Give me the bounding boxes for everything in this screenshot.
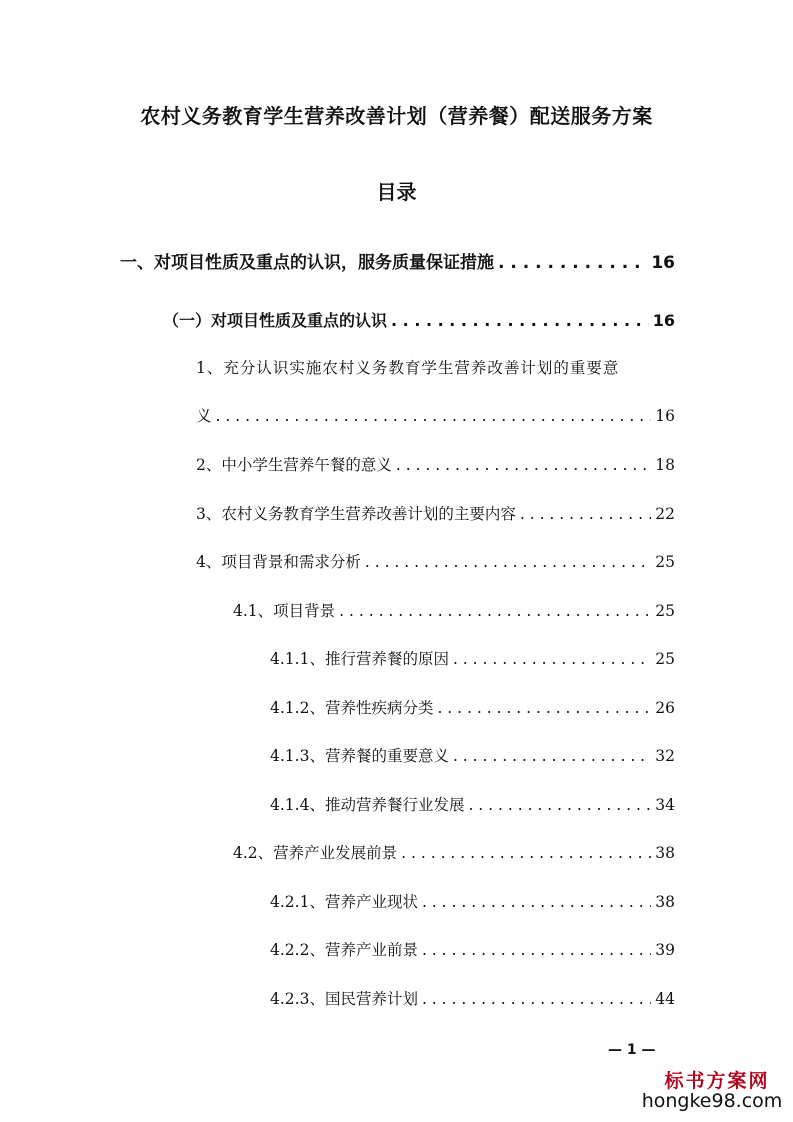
toc-entry[interactable]	[233, 599, 675, 625]
toc-leader-dots	[216, 407, 652, 425]
toc-leader-dots	[498, 253, 647, 273]
toc-entry[interactable]	[196, 404, 675, 430]
toc-entry-text: 4、项目背景和需求分析	[196, 553, 361, 571]
watermark-url: hongke98.com	[641, 1090, 783, 1112]
toc-entry-page: 22	[655, 505, 675, 523]
toc-entry[interactable]	[270, 938, 675, 964]
toc-entry-text: 2、中小学生营养午餐的意义	[196, 456, 392, 474]
toc-entry-page: 38	[655, 893, 675, 911]
toc-entry[interactable]	[270, 696, 675, 722]
toc-entry-page: 25	[655, 602, 675, 620]
toc-entry-page: 25	[655, 553, 675, 571]
toc-entry[interactable]	[196, 502, 675, 528]
toc-leader-dots	[396, 456, 651, 474]
toc-heading: 目录	[376, 180, 417, 204]
toc-entry-text: 4.2.3、国民营养计划	[270, 990, 418, 1008]
toc-entry[interactable]	[120, 248, 675, 274]
toc-entry-text: 4.2.2、营养产业前景	[270, 941, 418, 959]
toc-leader-dots	[453, 650, 651, 668]
page-number: — 1 —	[608, 1042, 656, 1058]
toc-leader-dots	[453, 747, 651, 765]
toc-entry-text: 3、农村义务教育学生营养改善计划的主要内容	[196, 505, 516, 523]
toc-leader-dots	[422, 990, 651, 1008]
toc-entry[interactable]	[270, 793, 675, 819]
toc-entry-text-line2: 义	[196, 407, 212, 425]
toc-entry-page: 32	[655, 747, 675, 765]
toc-entry-page: 34	[655, 796, 675, 814]
toc-leader-dots	[365, 553, 651, 571]
toc-entry-page: 16	[652, 311, 675, 330]
toc-leader-dots	[422, 941, 651, 959]
toc-entry-text: 4.1.1、推行营养餐的原因	[270, 650, 449, 668]
document-title: 农村义务教育学生营养改善计划（营养餐）配送服务方案	[140, 104, 653, 128]
toc-entry-page: 39	[655, 941, 675, 959]
toc-entry-text: 4.1.2、营养性疾病分类	[270, 699, 434, 717]
toc-entry-text: （一）对项目性质及重点的认识	[163, 311, 388, 330]
toc-entry[interactable]	[270, 647, 675, 673]
toc-entry-text: 一、对项目性质及重点的认识，服务质量保证措施	[120, 253, 494, 273]
toc-entry-page: 38	[655, 844, 675, 862]
toc-entry[interactable]	[163, 308, 675, 334]
toc-entry-text: 4.1、项目背景	[233, 602, 336, 620]
toc-leader-dots	[437, 699, 651, 717]
toc-entry[interactable]	[233, 841, 675, 867]
watermark-logo-text: 标书方案网	[664, 1070, 770, 1092]
toc-entry[interactable]	[270, 890, 675, 916]
toc-leader-dots	[520, 505, 651, 523]
toc-entry-text-line1[interactable]: 1、充分认识实施农村义务教育学生营养改善计划的重要意	[196, 359, 620, 377]
toc-leader-dots	[468, 796, 651, 814]
toc-leader-dots	[339, 602, 651, 620]
toc-entry-page: 16	[651, 253, 675, 273]
toc-entry[interactable]	[196, 453, 675, 479]
toc-entry-page: 44	[655, 990, 675, 1008]
toc-entry-text: 4.2.1、营养产业现状	[270, 893, 418, 911]
toc-entry-text: 4.2、营养产业发展前景	[233, 844, 398, 862]
toc-entry-page: 25	[655, 650, 675, 668]
toc-leader-dots	[391, 311, 649, 330]
toc-entry-page: 16	[655, 407, 675, 425]
toc-entry[interactable]	[270, 987, 675, 1013]
toc-entry-text: 4.1.4、推动营养餐行业发展	[270, 796, 465, 814]
toc-entry[interactable]	[196, 550, 675, 576]
toc-leader-dots	[422, 893, 651, 911]
toc-entry-text: 4.1.3、营养餐的重要意义	[270, 747, 449, 765]
toc-entry-page: 18	[655, 456, 675, 474]
toc-entry-page: 26	[655, 699, 675, 717]
toc-entry[interactable]	[270, 744, 675, 770]
toc-leader-dots	[401, 844, 651, 862]
